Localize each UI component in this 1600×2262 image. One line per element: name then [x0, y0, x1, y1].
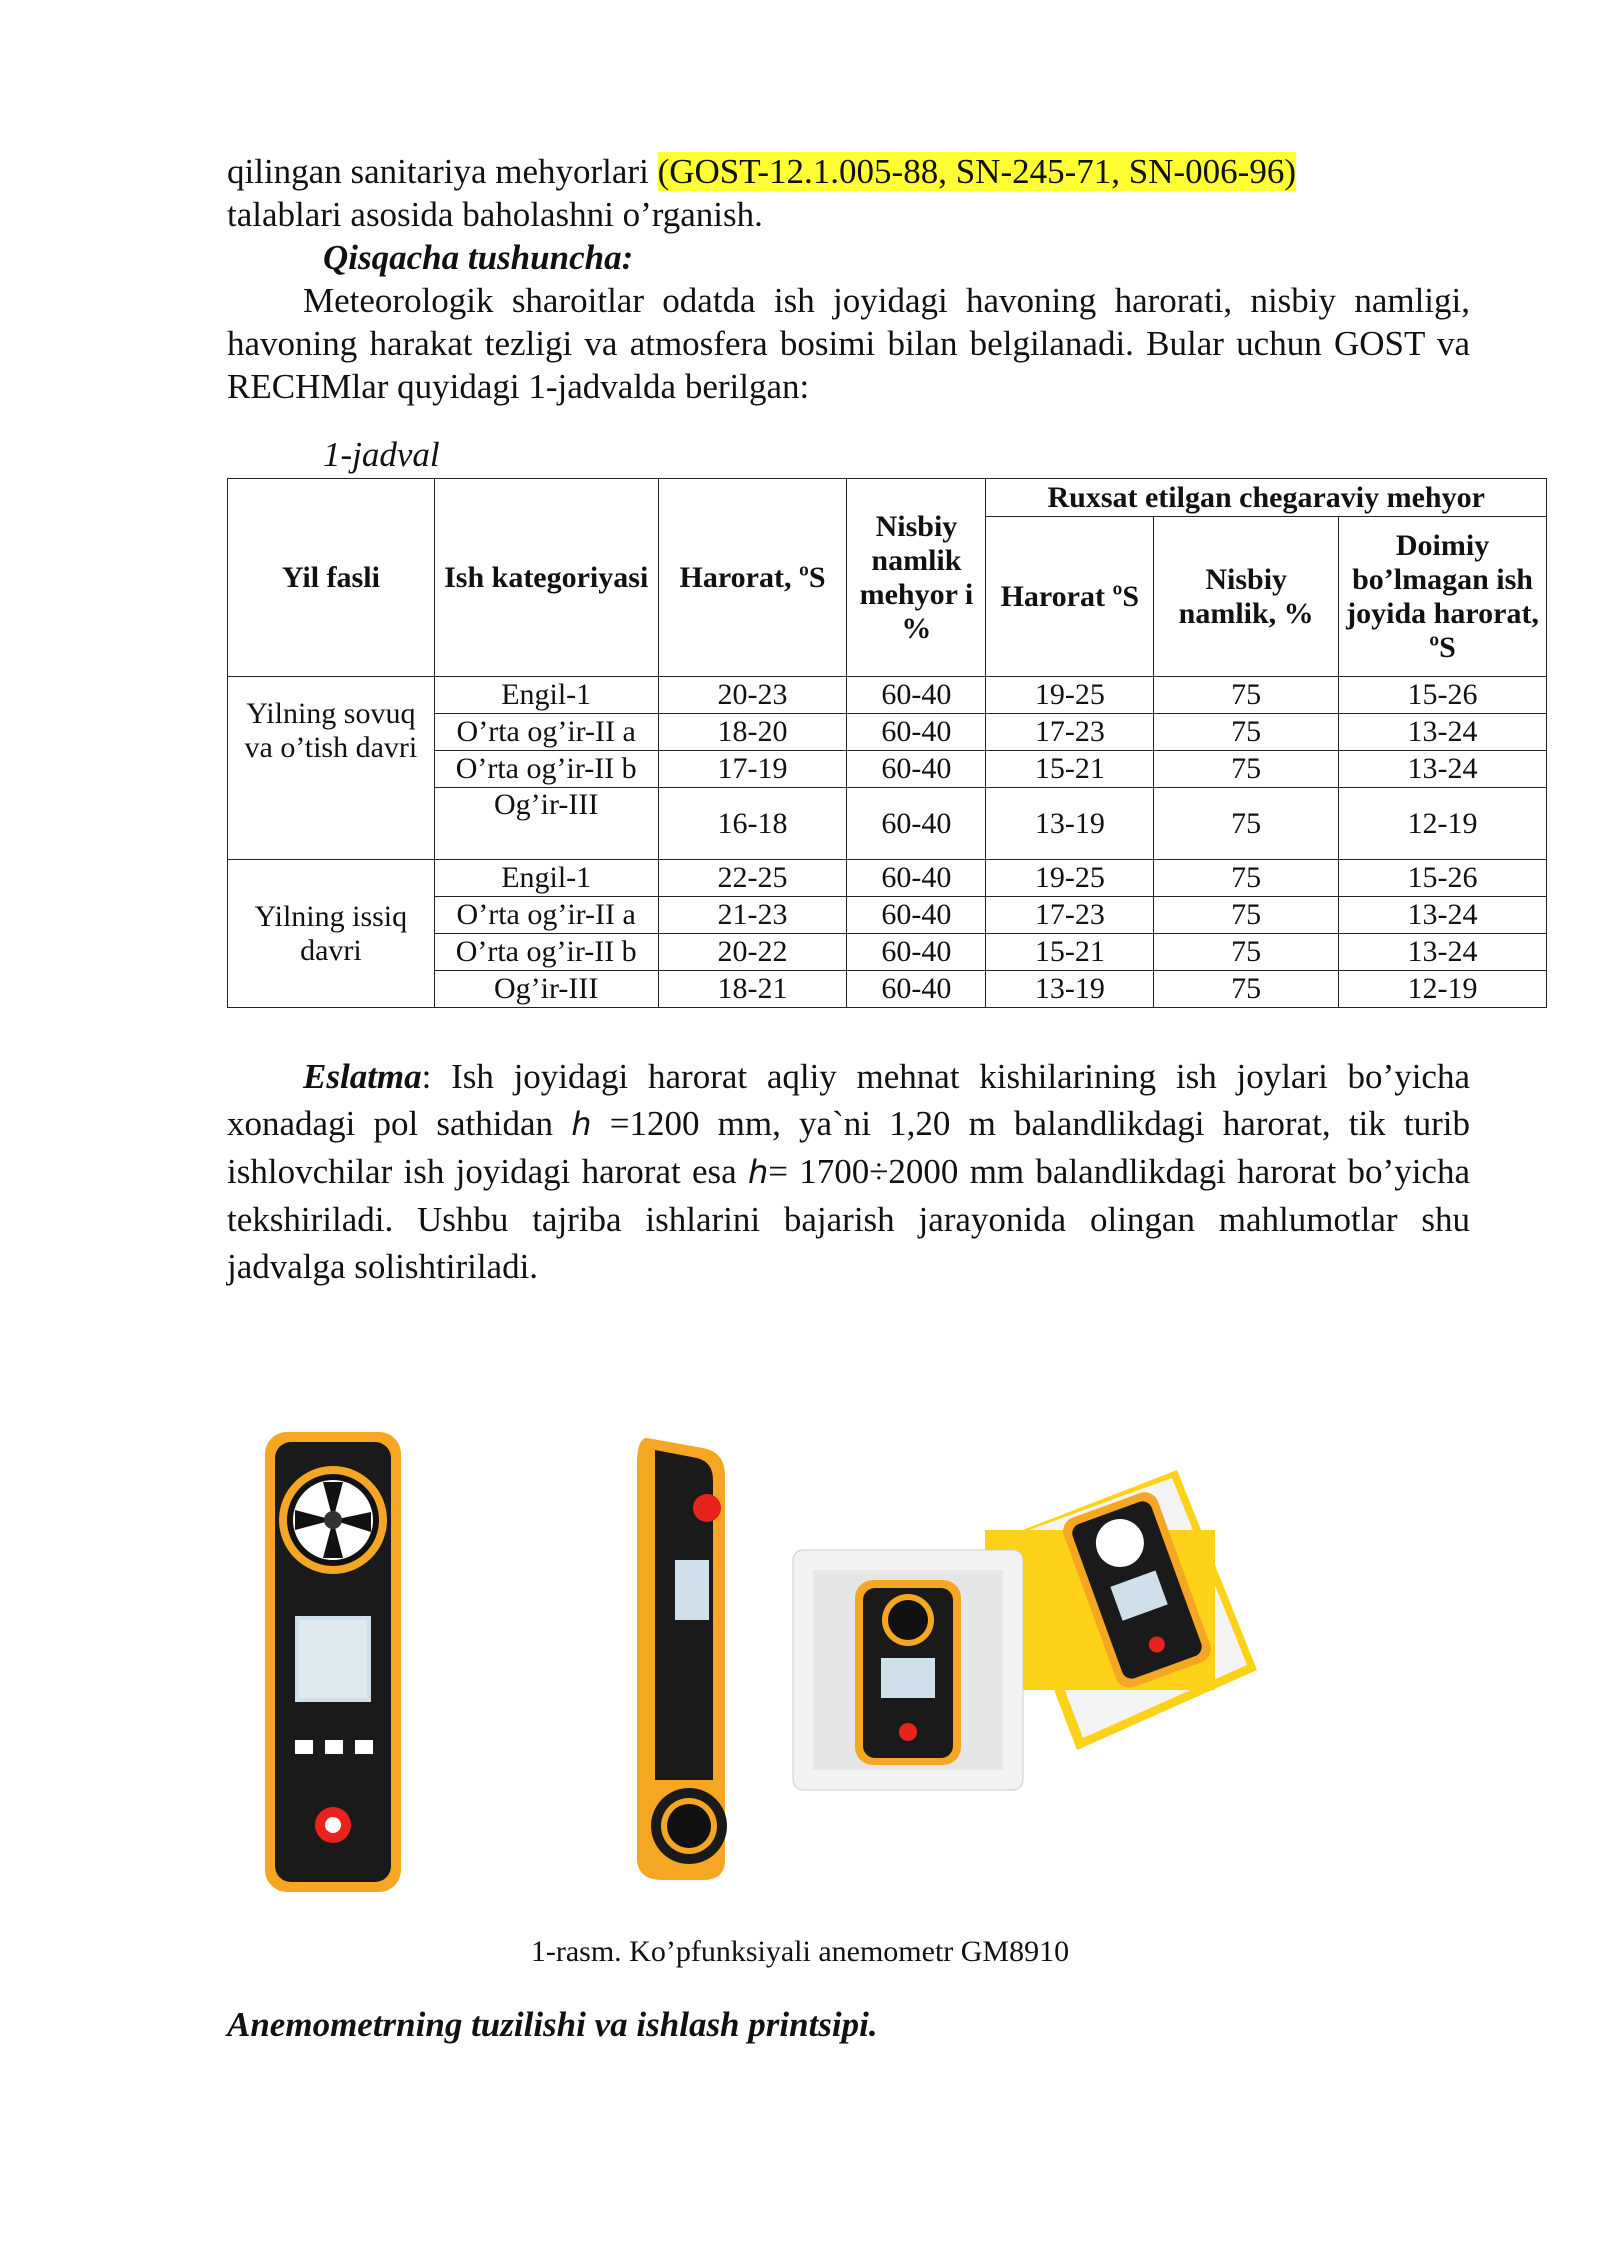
header-season: Yil fasli [228, 479, 435, 677]
note-text-3: = 1700÷2000 mm balandlikdagi harorat bo’yicha tekshiriladi. Ushbu tajriba ishlarini bajarish jarayonida olingan mahlumotlar shu jadvalga solishtiriladi. [227, 1152, 1471, 1286]
table-cell: 13-24 [1339, 897, 1547, 934]
table-cell: 75 [1154, 714, 1339, 751]
table-cell: 60-40 [847, 714, 986, 751]
section-title: Qisqacha tushuncha: [323, 238, 634, 277]
table-cell: 75 [1154, 934, 1339, 971]
anemometer-illustration [227, 1420, 1507, 1900]
table-cell: 60-40 [847, 934, 986, 971]
table-cell: 19-25 [986, 860, 1154, 897]
table-cell: O’rta og’ir-II a [434, 897, 658, 934]
figure-caption: 1-rasm. Ko’pfunksiyali anemometr GM8910 [530, 1935, 1070, 1968]
table-cell: 60-40 [847, 860, 986, 897]
table-cell: Engil-1 [434, 860, 658, 897]
table-cell: Og’ir-III [434, 971, 658, 1008]
anemometer-package-view [793, 1470, 1257, 1790]
table-cell: 20-22 [658, 934, 847, 971]
table-cell: O’rta og’ir-II a [434, 714, 658, 751]
header-nonpermanent-temp: Doimiy bo’lmagan ish joyida harorat, ºS [1339, 517, 1547, 677]
intro-text: qilingan sanitariya mehyorlari [227, 152, 658, 191]
table-cell: 60-40 [847, 677, 986, 714]
table-cell: 60-40 [847, 897, 986, 934]
table-cell: 75 [1154, 677, 1339, 714]
table-cell: Engil-1 [434, 677, 658, 714]
header-allowed-humidity: Nisbiy namlik, % [1154, 517, 1339, 677]
table-cell: 18-21 [658, 971, 847, 1008]
table-cell: 75 [1154, 897, 1339, 934]
intro-line-1 [227, 150, 1470, 193]
table-body [228, 677, 1547, 1008]
table-cell: 13-19 [986, 971, 1154, 1008]
table-cell: 13-19 [986, 788, 1154, 860]
h-symbol: h [747, 1153, 769, 1191]
table-cell: 19-25 [986, 677, 1154, 714]
table-cell: 21-23 [658, 897, 847, 934]
header-humidity: Nisbiy namlik mehyor i % [847, 479, 986, 677]
figure-anemometers [227, 1420, 1507, 1900]
note-paragraph [227, 1053, 1470, 1290]
h-symbol: h [571, 1105, 592, 1143]
intro-line-2: talablari asosida baholashni o’rganish. [227, 195, 763, 234]
season-cell: Yilning issiq davri [228, 860, 435, 1008]
table-cell: Og’ir-III [434, 788, 658, 860]
table-cell: 12-19 [1339, 788, 1547, 860]
paragraph-1: Meteorologik sharoitlar odatda ish joyidagi havoning harorati, nisbiy namligi, havoning harakat tezligi va atmosfera bosimi bilan belgilanadi. Bular uchun GOST va RECHMlar quyidagi 1-jadvalda berilgan: [227, 281, 1470, 406]
table-caption: 1-jadval [323, 435, 440, 474]
table-cell: 16-18 [658, 788, 847, 860]
table-cell: 15-21 [986, 751, 1154, 788]
anemometer-front-view [265, 1432, 401, 1892]
table-cell: 13-24 [1339, 714, 1547, 751]
header-category: Ish kategoriyasi [434, 479, 658, 677]
table-cell: 18-20 [658, 714, 847, 751]
table-cell: 75 [1154, 788, 1339, 860]
table-cell: 17-23 [986, 897, 1154, 934]
table-cell: 17-23 [986, 714, 1154, 751]
table-cell: 75 [1154, 860, 1339, 897]
table-cell: 12-19 [1339, 971, 1547, 1008]
table-cell: O’rta og’ir-II b [434, 934, 658, 971]
header-temperature: Harorat, ºS [658, 479, 847, 677]
note-label: Eslatma [303, 1057, 422, 1096]
document-body [227, 150, 1539, 1290]
season-cell: Yilning sovuq va o’tish davri [228, 677, 435, 860]
table-cell: 75 [1154, 751, 1339, 788]
table-cell: O’rta og’ir-II b [434, 751, 658, 788]
table-cell: 13-24 [1339, 934, 1547, 971]
table-cell: 22-25 [658, 860, 847, 897]
table-cell: 15-26 [1339, 677, 1547, 714]
anemometer-side-view [637, 1438, 727, 1880]
standards-highlight: (GOST-12.1.005-88, SN-245-71, SN-006-96) [657, 152, 1296, 191]
table-cell: 15-26 [1339, 860, 1547, 897]
table-cell: 75 [1154, 971, 1339, 1008]
table-cell: 13-24 [1339, 751, 1547, 788]
table-cell: 17-19 [658, 751, 847, 788]
note-text-1: : Ish joyidagi harorat aqliy mehnat kishilarining ish joylari bo’yicha xonadagi pol sathidan [227, 1057, 1470, 1143]
header-allowed-temp: Harorat ºS [986, 517, 1154, 677]
norms-table [227, 478, 1547, 1008]
table-cell: 20-23 [658, 677, 847, 714]
table-cell: 60-40 [847, 751, 986, 788]
note-text-2: =1200 mm, ya`ni 1,20 m balandlikdagi harorat, tik turib ishlovchilar ish joyidagi harorat esa [227, 1104, 1471, 1191]
table-cell: 60-40 [847, 971, 986, 1008]
table-cell: 15-21 [986, 934, 1154, 971]
section-heading: Anemometrning tuzilishi va ishlash printsipi. [227, 2005, 878, 2044]
table-cell: 60-40 [847, 788, 986, 860]
header-group: Ruxsat etilgan chegaraviy mehyor [986, 479, 1547, 517]
